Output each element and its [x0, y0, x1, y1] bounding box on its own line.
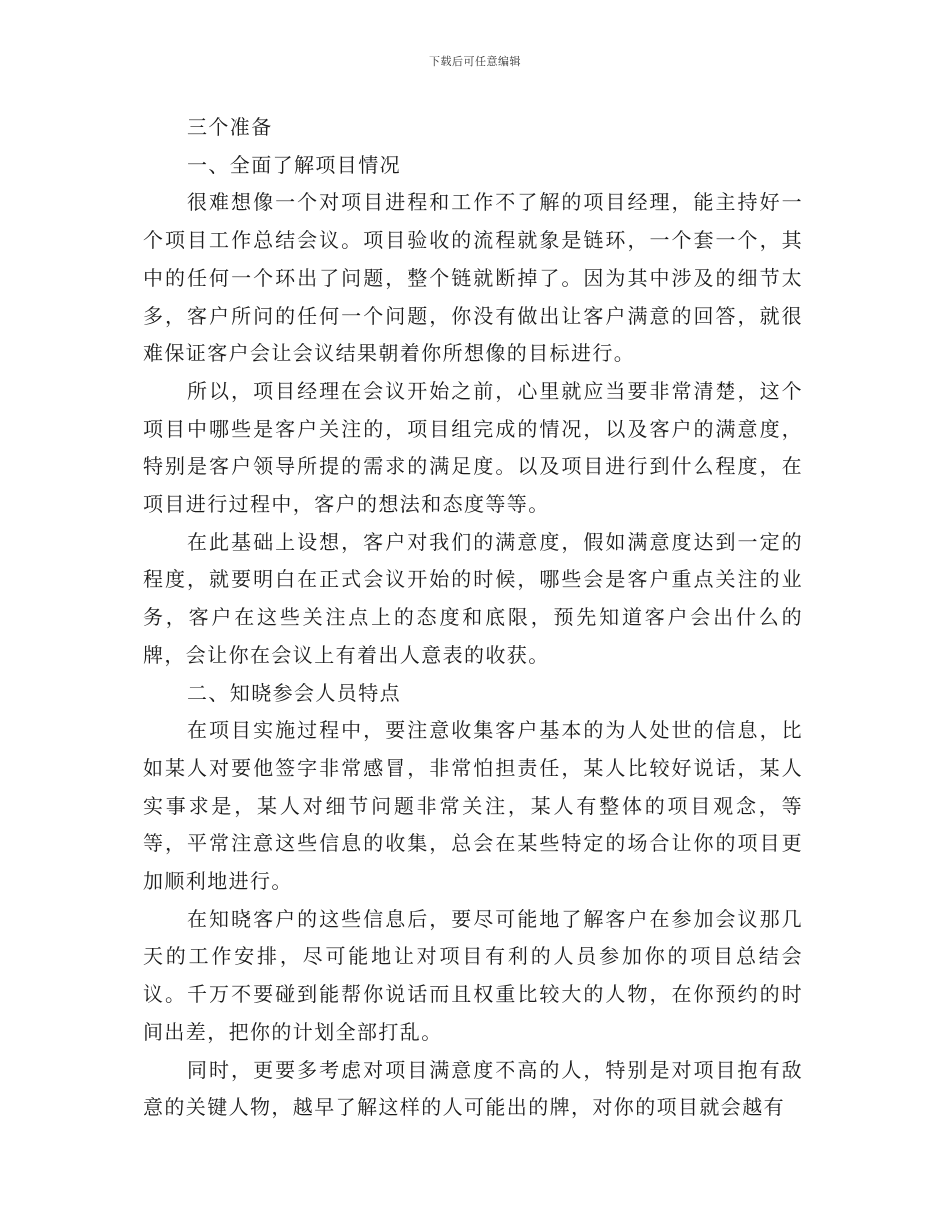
- paragraph: 很难想像一个对项目进程和工作不了解的项目经理，能主持好一个项目工作总结会议。项目验收的流程就象是链环，一个套一个，其中的任何一个环出了问题，整个链就断掉了。因为其中涉及的细节太多，客户所问的任何一个问题，你没有做出让客户满意的回答，就很难保证客户会让会议结果朝着你所想像的目标进行。: [143, 190, 803, 366]
- paragraph: 在知晓客户的这些信息后，要尽可能地了解客户在参加会议那几天的工作安排，尽可能地让对项目有利的人员参加你的项目总结会议。千万不要碰到能帮你说话而且权重比较大的人物，在你预约的时间出差，把你的计划全部打乱。: [143, 906, 803, 1044]
- paragraph: 在项目实施过程中，要注意收集客户基本的为人处世的信息，比如某人对要他签字非常感冒，非常怕担责任，某人比较好说话，某人实事求是，某人对细节问题非常关注，某人有整体的项目观念，等等，平常注意这些信息的收集，总会在某些特定的场合让你的项目更加顺利地进行。: [143, 718, 803, 894]
- section-heading-1: 一、全面了解项目情况: [187, 152, 401, 177]
- document-title: 三个准备: [187, 115, 273, 139]
- paragraph: 所以，项目经理在会议开始之前，心里就应当要非常清楚，这个项目中哪些是客户关注的，项目组完成的情况，以及客户的满意度，特别是客户领导所提的需求的满足度。以及项目进行到什么程度，在项目进行过程中，客户的想法和态度等等。: [143, 378, 803, 517]
- paragraph: 同时，更要多考虑对项目满意度不高的人，特别是对项目抱有敌意的关键人物，越早了解这样的人可能出的牌，对你的项目就会越有: [143, 1057, 803, 1120]
- section-heading-2: 二、知晓参会人员特点: [187, 680, 401, 705]
- page-header: 下载后可任意编辑: [429, 55, 521, 68]
- paragraph: 在此基础上设想，客户对我们的满意度，假如满意度达到一定的程度，就要明白在正式会议开始的时候，哪些会是客户重点关注的业务，客户在这些关注点上的态度和底限，预先知道客户会出什么的牌，会让你在会议上有着出人意表的收获。: [143, 529, 803, 667]
- document-body: [143, 109, 803, 1127]
